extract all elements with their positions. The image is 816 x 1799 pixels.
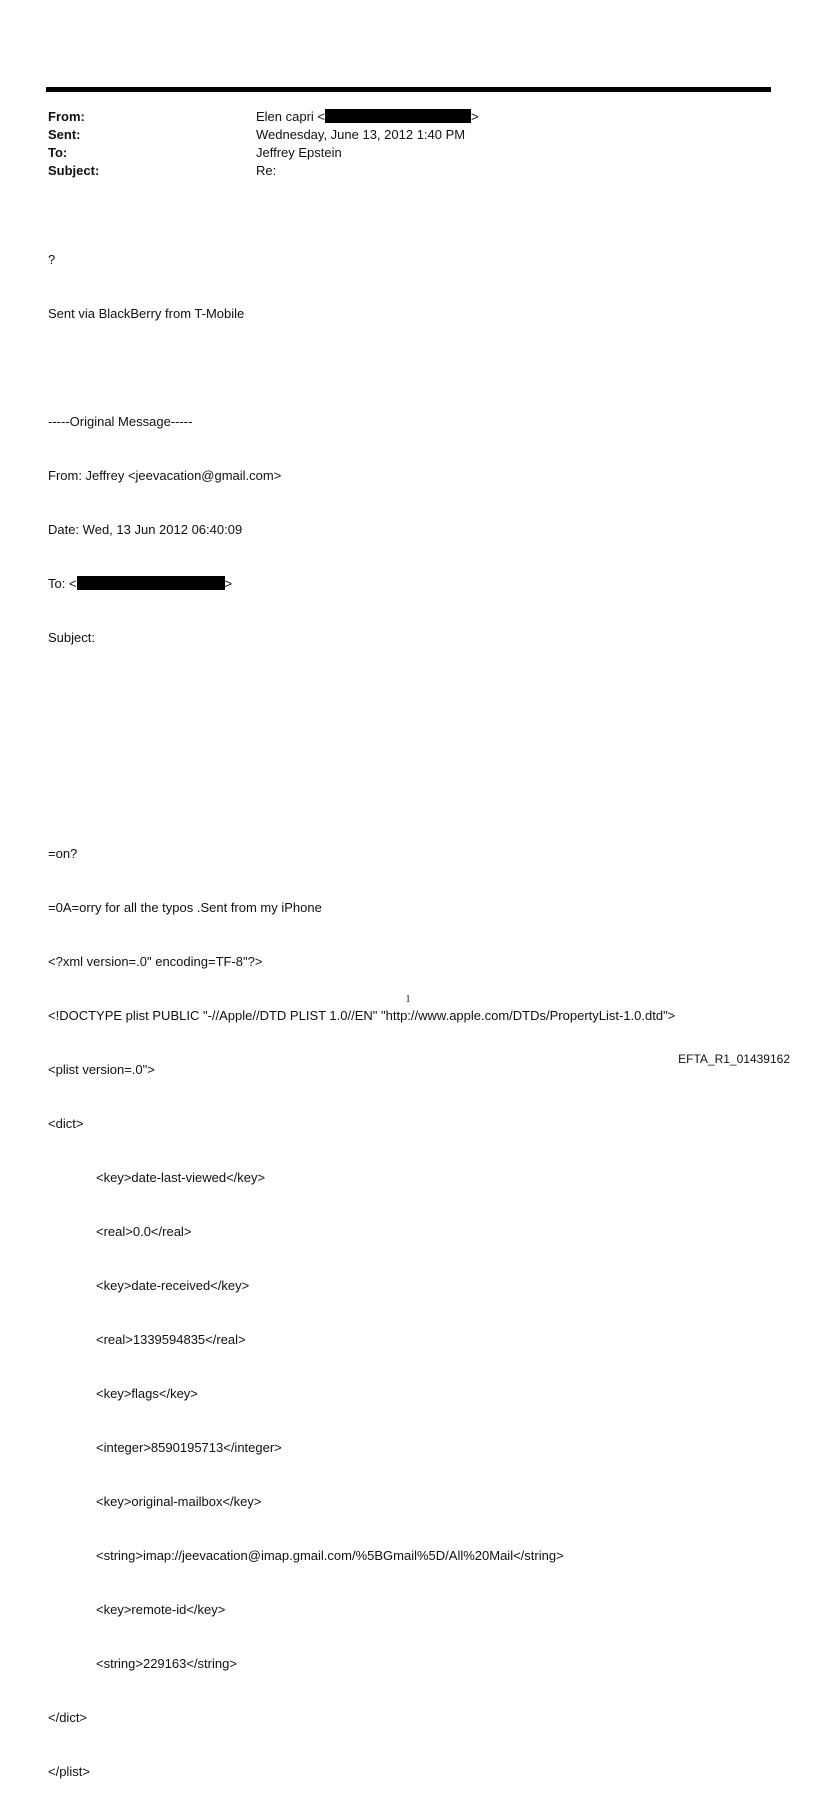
header-rule xyxy=(46,87,771,92)
redaction-block xyxy=(325,109,471,123)
to-row xyxy=(48,144,748,162)
subject-row xyxy=(48,162,748,180)
dict-line: <string>229163</string> xyxy=(96,1656,237,1671)
sent-value: Wednesday, June 13, 2012 1:40 PM xyxy=(256,127,466,142)
from-value xyxy=(256,108,479,126)
dict-line: <integer>8590195713</integer> xyxy=(96,1440,282,1455)
reply-line: ? xyxy=(48,252,56,267)
content-line: </plist> xyxy=(48,1764,90,1779)
sent-row xyxy=(48,126,748,144)
original-to-suffix: > xyxy=(224,576,233,591)
content-line: <dict> xyxy=(48,1116,84,1131)
content-line: =on? xyxy=(48,846,78,861)
original-to xyxy=(48,575,788,593)
dict-line: <key>date-last-viewed</key> xyxy=(96,1170,266,1185)
to-value: Jeffrey Epstein xyxy=(256,145,342,160)
content-line: </dict> xyxy=(48,1710,88,1725)
to-label: To: xyxy=(48,145,68,160)
sent-label: Sent: xyxy=(48,127,81,142)
dict-line: <real>0.0</real> xyxy=(96,1224,192,1239)
page-number: 1 xyxy=(405,994,411,1005)
original-date: Date: Wed, 13 Jun 2012 06:40:09 xyxy=(48,522,243,537)
signature-line: Sent via BlackBerry from T-Mobile xyxy=(48,306,245,321)
email-header xyxy=(48,108,748,180)
dict-line: <key>remote-id</key> xyxy=(96,1602,226,1617)
from-label: From: xyxy=(48,109,85,124)
from-row xyxy=(48,108,748,126)
from-name: Elen capri < xyxy=(256,109,326,124)
dict-line: <string>imap://jeevacation@imap.gmail.com/%5BGmail%5D/All%20Mail</string> xyxy=(96,1548,564,1563)
original-to-prefix: To: < xyxy=(48,576,77,591)
dict-line: <key>flags</key> xyxy=(96,1386,198,1401)
original-subject: Subject: xyxy=(48,630,95,645)
dict-line: <key>original-mailbox</key> xyxy=(96,1494,262,1509)
subject-value: Re: xyxy=(256,163,277,178)
original-from: From: Jeffrey <jeevacation@gmail.com> xyxy=(48,468,282,483)
content-line: =0A=orry for all the typos .Sent from my iPhone xyxy=(48,900,322,915)
dict-line: <real>1339594835</real> xyxy=(96,1332,246,1347)
from-close: > xyxy=(471,109,479,124)
bates-number: EFTA_R1_01439162 xyxy=(678,1052,790,1066)
redaction-block xyxy=(77,576,225,590)
dict-line: <key>date-received</key> xyxy=(96,1278,250,1293)
content-line: <?xml version=.0" encoding=TF-8"?> xyxy=(48,954,263,969)
original-divider: -----Original Message----- xyxy=(48,414,193,429)
content-line: <plist version=.0"> xyxy=(48,1062,155,1077)
email-body xyxy=(48,215,788,1799)
subject-label: Subject: xyxy=(48,163,100,178)
content-line: <!DOCTYPE plist PUBLIC "-//Apple//DTD PLIST 1.0//EN" "http://www.apple.com/DTDs/PropertyList-1.0.dtd"> xyxy=(48,1008,676,1023)
